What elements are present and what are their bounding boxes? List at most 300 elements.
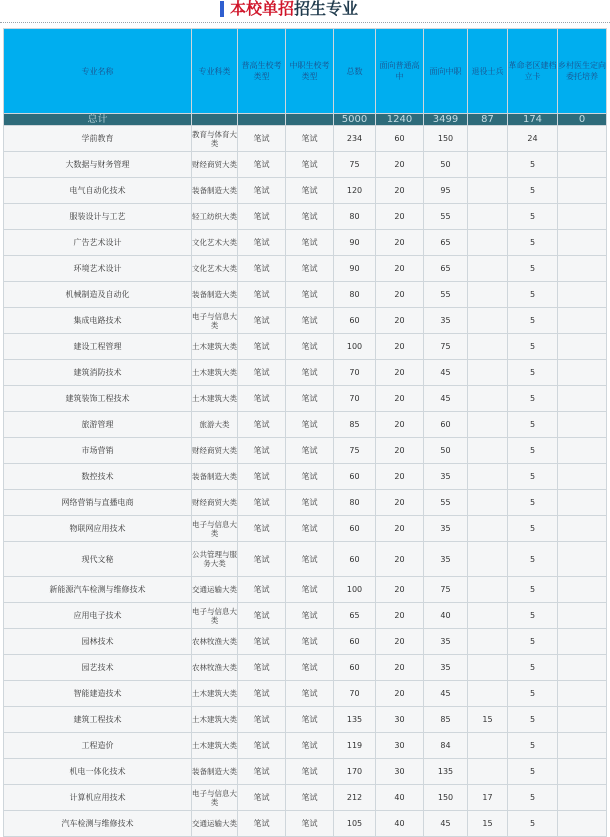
zhongzhi-count: 35	[424, 308, 468, 334]
zhongzhi-count: 55	[424, 282, 468, 308]
doctor-count	[558, 577, 607, 603]
pugao-exam-type: 笔试	[238, 629, 286, 655]
header-row	[4, 29, 607, 114]
header-soldier: 退役士兵	[468, 29, 508, 114]
pugao-exam-type: 笔试	[238, 542, 286, 577]
total-count: 135	[334, 707, 376, 733]
table-row	[4, 126, 607, 152]
total-doctor: 0	[558, 114, 607, 126]
doctor-count	[558, 811, 607, 837]
page-title	[0, 0, 610, 22]
total-count: 90	[334, 230, 376, 256]
total-zhongzhi: 3499	[424, 114, 468, 126]
soldier-count	[468, 282, 508, 308]
pugao-exam-type: 笔试	[238, 516, 286, 542]
pugao-exam-type: 笔试	[238, 811, 286, 837]
laoqu-count: 5	[508, 542, 558, 577]
major-category: 交通运输大类	[192, 811, 238, 837]
zhongzhi-count: 45	[424, 360, 468, 386]
table-row	[4, 438, 607, 464]
major-category: 装备制造大类	[192, 464, 238, 490]
gaozhong-count: 20	[376, 438, 424, 464]
total-count: 5000	[334, 114, 376, 126]
doctor-count	[558, 204, 607, 230]
pugao-exam-type: 笔试	[238, 386, 286, 412]
soldier-count	[468, 629, 508, 655]
table-row	[4, 386, 607, 412]
total-count: 120	[334, 178, 376, 204]
laoqu-count: 5	[508, 811, 558, 837]
pugao-exam-type: 笔试	[238, 759, 286, 785]
major-category: 文化艺术大类	[192, 230, 238, 256]
gaozhong-count: 20	[376, 334, 424, 360]
doctor-count	[558, 681, 607, 707]
soldier-count	[468, 152, 508, 178]
laoqu-count: 5	[508, 490, 558, 516]
zhongzhi-exam-type: 笔试	[286, 681, 334, 707]
laoqu-count: 5	[508, 230, 558, 256]
zhongzhi-exam-type: 笔试	[286, 334, 334, 360]
laoqu-count: 5	[508, 785, 558, 811]
header-doctor: 乡村医生定向委托培养	[558, 29, 607, 114]
major-name: 服装设计与工艺	[4, 204, 192, 230]
pugao-exam-type: 笔试	[238, 412, 286, 438]
major-category: 电子与信息大类	[192, 308, 238, 334]
zhongzhi-count: 45	[424, 681, 468, 707]
header-total: 总数	[334, 29, 376, 114]
major-name: 现代文秘	[4, 542, 192, 577]
major-category: 装备制造大类	[192, 282, 238, 308]
major-category: 交通运输大类	[192, 577, 238, 603]
zhongzhi-count: 40	[424, 603, 468, 629]
soldier-count	[468, 681, 508, 707]
zhongzhi-exam-type: 笔试	[286, 629, 334, 655]
total-count: 70	[334, 386, 376, 412]
zhongzhi-count: 84	[424, 733, 468, 759]
table-row	[4, 542, 607, 577]
pugao-exam-type: 笔试	[238, 204, 286, 230]
total-count: 60	[334, 542, 376, 577]
total-count: 105	[334, 811, 376, 837]
doctor-count	[558, 490, 607, 516]
gaozhong-count: 20	[376, 230, 424, 256]
doctor-count	[558, 412, 607, 438]
soldier-count	[468, 256, 508, 282]
zhongzhi-count: 150	[424, 785, 468, 811]
major-category: 文化艺术大类	[192, 256, 238, 282]
soldier-count	[468, 603, 508, 629]
laoqu-count: 5	[508, 759, 558, 785]
doctor-count	[558, 308, 607, 334]
table-row	[4, 256, 607, 282]
major-name: 汽车检测与维修技术	[4, 811, 192, 837]
header-pugao-exam: 普高生校考类型	[238, 29, 286, 114]
laoqu-count: 5	[508, 516, 558, 542]
doctor-count	[558, 256, 607, 282]
zhongzhi-count: 75	[424, 577, 468, 603]
total-count: 60	[334, 629, 376, 655]
zhongzhi-count: 65	[424, 256, 468, 282]
zhongzhi-exam-type: 笔试	[286, 603, 334, 629]
zhongzhi-count: 35	[424, 464, 468, 490]
total-laoqu: 174	[508, 114, 558, 126]
total-count: 212	[334, 785, 376, 811]
gaozhong-count: 20	[376, 412, 424, 438]
soldier-count: 15	[468, 707, 508, 733]
major-category: 教育与体育大类	[192, 126, 238, 152]
zhongzhi-exam-type: 笔试	[286, 126, 334, 152]
major-category: 土木建筑大类	[192, 681, 238, 707]
table-row	[4, 707, 607, 733]
laoqu-count: 5	[508, 386, 558, 412]
doctor-count	[558, 386, 607, 412]
gaozhong-count: 30	[376, 733, 424, 759]
doctor-count	[558, 438, 607, 464]
laoqu-count: 5	[508, 178, 558, 204]
gaozhong-count: 60	[376, 126, 424, 152]
zhongzhi-exam-type: 笔试	[286, 412, 334, 438]
table-row	[4, 308, 607, 334]
gaozhong-count: 20	[376, 464, 424, 490]
pugao-exam-type: 笔试	[238, 178, 286, 204]
laoqu-count: 5	[508, 438, 558, 464]
gaozhong-count: 20	[376, 386, 424, 412]
major-name: 数控技术	[4, 464, 192, 490]
soldier-count	[468, 438, 508, 464]
zhongzhi-exam-type: 笔试	[286, 811, 334, 837]
zhongzhi-count: 45	[424, 811, 468, 837]
zhongzhi-exam-type: 笔试	[286, 386, 334, 412]
pugao-exam-type: 笔试	[238, 603, 286, 629]
zhongzhi-exam-type: 笔试	[286, 516, 334, 542]
total-count: 100	[334, 577, 376, 603]
table-row	[4, 759, 607, 785]
doctor-count	[558, 542, 607, 577]
zhongzhi-exam-type: 笔试	[286, 490, 334, 516]
gaozhong-count: 20	[376, 655, 424, 681]
pugao-exam-type: 笔试	[238, 681, 286, 707]
zhongzhi-exam-type: 笔试	[286, 577, 334, 603]
major-name: 旅游管理	[4, 412, 192, 438]
pugao-exam-type: 笔试	[238, 490, 286, 516]
zhongzhi-count: 35	[424, 516, 468, 542]
gaozhong-count: 40	[376, 811, 424, 837]
doctor-count	[558, 707, 607, 733]
gaozhong-count: 20	[376, 360, 424, 386]
gaozhong-count: 20	[376, 603, 424, 629]
total-soldier: 87	[468, 114, 508, 126]
major-name: 学前教育	[4, 126, 192, 152]
major-name: 电气自动化技术	[4, 178, 192, 204]
total-count: 100	[334, 334, 376, 360]
major-category: 公共管理与服务大类	[192, 542, 238, 577]
zhongzhi-exam-type: 笔试	[286, 464, 334, 490]
soldier-count	[468, 178, 508, 204]
gaozhong-count: 20	[376, 577, 424, 603]
doctor-count	[558, 655, 607, 681]
zhongzhi-exam-type: 笔试	[286, 230, 334, 256]
pugao-exam-type: 笔试	[238, 733, 286, 759]
soldier-count	[468, 464, 508, 490]
total-count: 85	[334, 412, 376, 438]
total-count: 80	[334, 490, 376, 516]
doctor-count	[558, 759, 607, 785]
total-label: 总计	[4, 114, 192, 126]
major-name: 广告艺术设计	[4, 230, 192, 256]
zhongzhi-exam-type: 笔试	[286, 785, 334, 811]
doctor-count	[558, 178, 607, 204]
zhongzhi-count: 150	[424, 126, 468, 152]
zhongzhi-exam-type: 笔试	[286, 542, 334, 577]
pugao-exam-type: 笔试	[238, 707, 286, 733]
zhongzhi-exam-type: 笔试	[286, 256, 334, 282]
zhongzhi-exam-type: 笔试	[286, 360, 334, 386]
major-name: 应用电子技术	[4, 603, 192, 629]
gaozhong-count: 30	[376, 707, 424, 733]
table-row	[4, 178, 607, 204]
table-row	[4, 204, 607, 230]
gaozhong-count: 20	[376, 629, 424, 655]
zhongzhi-count: 45	[424, 386, 468, 412]
table-row	[4, 360, 607, 386]
gaozhong-count: 20	[376, 490, 424, 516]
pugao-exam-type: 笔试	[238, 785, 286, 811]
laoqu-count: 5	[508, 464, 558, 490]
header-name: 专业名称	[4, 29, 192, 114]
zhongzhi-exam-type: 笔试	[286, 707, 334, 733]
gaozhong-count: 40	[376, 785, 424, 811]
zhongzhi-exam-type: 笔试	[286, 178, 334, 204]
major-name: 建筑工程技术	[4, 707, 192, 733]
gaozhong-count: 20	[376, 282, 424, 308]
major-category: 土木建筑大类	[192, 733, 238, 759]
zhongzhi-exam-type: 笔试	[286, 204, 334, 230]
zhongzhi-count: 135	[424, 759, 468, 785]
table-row	[4, 516, 607, 542]
table-row	[4, 152, 607, 178]
laoqu-count: 5	[508, 152, 558, 178]
zhongzhi-count: 50	[424, 152, 468, 178]
zhongzhi-count: 65	[424, 230, 468, 256]
doctor-count	[558, 230, 607, 256]
major-name: 建筑消防技术	[4, 360, 192, 386]
soldier-count	[468, 308, 508, 334]
zhongzhi-count: 35	[424, 542, 468, 577]
major-category: 土木建筑大类	[192, 707, 238, 733]
header-zhongzhi-exam: 中职生校考类型	[286, 29, 334, 114]
total-count: 170	[334, 759, 376, 785]
doctor-count	[558, 282, 607, 308]
table-row	[4, 785, 607, 811]
zhongzhi-exam-type: 笔试	[286, 282, 334, 308]
table-row	[4, 577, 607, 603]
laoqu-count: 5	[508, 681, 558, 707]
table-row	[4, 733, 607, 759]
pugao-exam-type: 笔试	[238, 282, 286, 308]
title-text: 本校单招招生专业	[230, 0, 359, 18]
doctor-count	[558, 334, 607, 360]
gaozhong-count: 20	[376, 516, 424, 542]
major-name: 大数据与财务管理	[4, 152, 192, 178]
major-category: 土木建筑大类	[192, 360, 238, 386]
major-name: 机械制造及自动化	[4, 282, 192, 308]
laoqu-count: 5	[508, 256, 558, 282]
soldier-count	[468, 516, 508, 542]
soldier-count: 17	[468, 785, 508, 811]
major-name: 物联网应用技术	[4, 516, 192, 542]
total-count: 60	[334, 516, 376, 542]
zhongzhi-exam-type: 笔试	[286, 152, 334, 178]
zhongzhi-exam-type: 笔试	[286, 438, 334, 464]
laoqu-count: 5	[508, 334, 558, 360]
pugao-exam-type: 笔试	[238, 334, 286, 360]
major-category: 装备制造大类	[192, 178, 238, 204]
zhongzhi-count: 60	[424, 412, 468, 438]
total-count: 80	[334, 282, 376, 308]
table-row	[4, 811, 607, 837]
doctor-count	[558, 603, 607, 629]
zhongzhi-exam-type: 笔试	[286, 308, 334, 334]
soldier-count	[468, 126, 508, 152]
header-zhongzhi: 面向中职	[424, 29, 468, 114]
total-count: 119	[334, 733, 376, 759]
zhongzhi-count: 95	[424, 178, 468, 204]
major-category: 财经商贸大类	[192, 152, 238, 178]
major-category: 财经商贸大类	[192, 490, 238, 516]
laoqu-count: 5	[508, 655, 558, 681]
laoqu-count: 5	[508, 282, 558, 308]
major-category: 电子与信息大类	[192, 785, 238, 811]
soldier-count	[468, 204, 508, 230]
header-laoqu: 革命老区建档立卡	[508, 29, 558, 114]
laoqu-count: 5	[508, 577, 558, 603]
major-name: 新能源汽车检测与维修技术	[4, 577, 192, 603]
pugao-exam-type: 笔试	[238, 577, 286, 603]
zhongzhi-count: 85	[424, 707, 468, 733]
table-row	[4, 412, 607, 438]
soldier-count	[468, 334, 508, 360]
table-row	[4, 490, 607, 516]
pugao-exam-type: 笔试	[238, 230, 286, 256]
zhongzhi-exam-type: 笔试	[286, 759, 334, 785]
table-row	[4, 629, 607, 655]
table-row	[4, 681, 607, 707]
major-category: 土木建筑大类	[192, 334, 238, 360]
doctor-count	[558, 733, 607, 759]
major-name: 环境艺术设计	[4, 256, 192, 282]
gaozhong-count: 20	[376, 542, 424, 577]
gaozhong-count: 20	[376, 178, 424, 204]
table-row	[4, 230, 607, 256]
major-name: 建筑装饰工程技术	[4, 386, 192, 412]
major-category: 农林牧渔大类	[192, 629, 238, 655]
total-count: 60	[334, 464, 376, 490]
major-category: 农林牧渔大类	[192, 655, 238, 681]
total-row	[4, 114, 607, 126]
total-count: 75	[334, 152, 376, 178]
pugao-exam-type: 笔试	[238, 308, 286, 334]
soldier-count	[468, 655, 508, 681]
major-name: 市场营销	[4, 438, 192, 464]
soldier-count	[468, 759, 508, 785]
doctor-count	[558, 464, 607, 490]
doctor-count	[558, 152, 607, 178]
major-name: 建设工程管理	[4, 334, 192, 360]
major-name: 机电一体化技术	[4, 759, 192, 785]
gaozhong-count: 20	[376, 204, 424, 230]
major-category: 电子与信息大类	[192, 516, 238, 542]
soldier-count	[468, 230, 508, 256]
major-category: 电子与信息大类	[192, 603, 238, 629]
soldier-count	[468, 412, 508, 438]
majors-table	[3, 28, 607, 837]
major-name: 集成电路技术	[4, 308, 192, 334]
total-count: 90	[334, 256, 376, 282]
total-count: 60	[334, 655, 376, 681]
header-category: 专业科类	[192, 29, 238, 114]
soldier-count	[468, 733, 508, 759]
laoqu-count: 5	[508, 603, 558, 629]
zhongzhi-exam-type: 笔试	[286, 733, 334, 759]
major-name: 工程造价	[4, 733, 192, 759]
total-count: 60	[334, 308, 376, 334]
pugao-exam-type: 笔试	[238, 438, 286, 464]
major-category: 轻工纺织大类	[192, 204, 238, 230]
zhongzhi-count: 35	[424, 655, 468, 681]
soldier-count	[468, 577, 508, 603]
doctor-count	[558, 126, 607, 152]
pugao-exam-type: 笔试	[238, 464, 286, 490]
total-gaozhong: 1240	[376, 114, 424, 126]
table-row	[4, 334, 607, 360]
major-category: 旅游大类	[192, 412, 238, 438]
header-gaozhong: 面向普通高中	[376, 29, 424, 114]
zhongzhi-count: 55	[424, 204, 468, 230]
doctor-count	[558, 360, 607, 386]
major-name: 网络营销与直播电商	[4, 490, 192, 516]
laoqu-count: 24	[508, 126, 558, 152]
soldier-count	[468, 490, 508, 516]
zhongzhi-count: 75	[424, 334, 468, 360]
total-count: 70	[334, 360, 376, 386]
pugao-exam-type: 笔试	[238, 126, 286, 152]
pugao-exam-type: 笔试	[238, 256, 286, 282]
laoqu-count: 5	[508, 629, 558, 655]
major-category: 土木建筑大类	[192, 386, 238, 412]
major-name: 智能建造技术	[4, 681, 192, 707]
soldier-count: 15	[468, 811, 508, 837]
total-count: 65	[334, 603, 376, 629]
zhongzhi-exam-type: 笔试	[286, 655, 334, 681]
major-category: 装备制造大类	[192, 759, 238, 785]
title-accent-bar	[220, 1, 224, 17]
major-name: 园林技术	[4, 629, 192, 655]
major-name: 计算机应用技术	[4, 785, 192, 811]
pugao-exam-type: 笔试	[238, 655, 286, 681]
total-count: 80	[334, 204, 376, 230]
doctor-count	[558, 516, 607, 542]
pugao-exam-type: 笔试	[238, 152, 286, 178]
soldier-count	[468, 360, 508, 386]
gaozhong-count: 20	[376, 256, 424, 282]
doctor-count	[558, 629, 607, 655]
pugao-exam-type: 笔试	[238, 360, 286, 386]
soldier-count	[468, 542, 508, 577]
laoqu-count: 5	[508, 733, 558, 759]
gaozhong-count: 30	[376, 759, 424, 785]
laoqu-count: 5	[508, 707, 558, 733]
soldier-count	[468, 386, 508, 412]
